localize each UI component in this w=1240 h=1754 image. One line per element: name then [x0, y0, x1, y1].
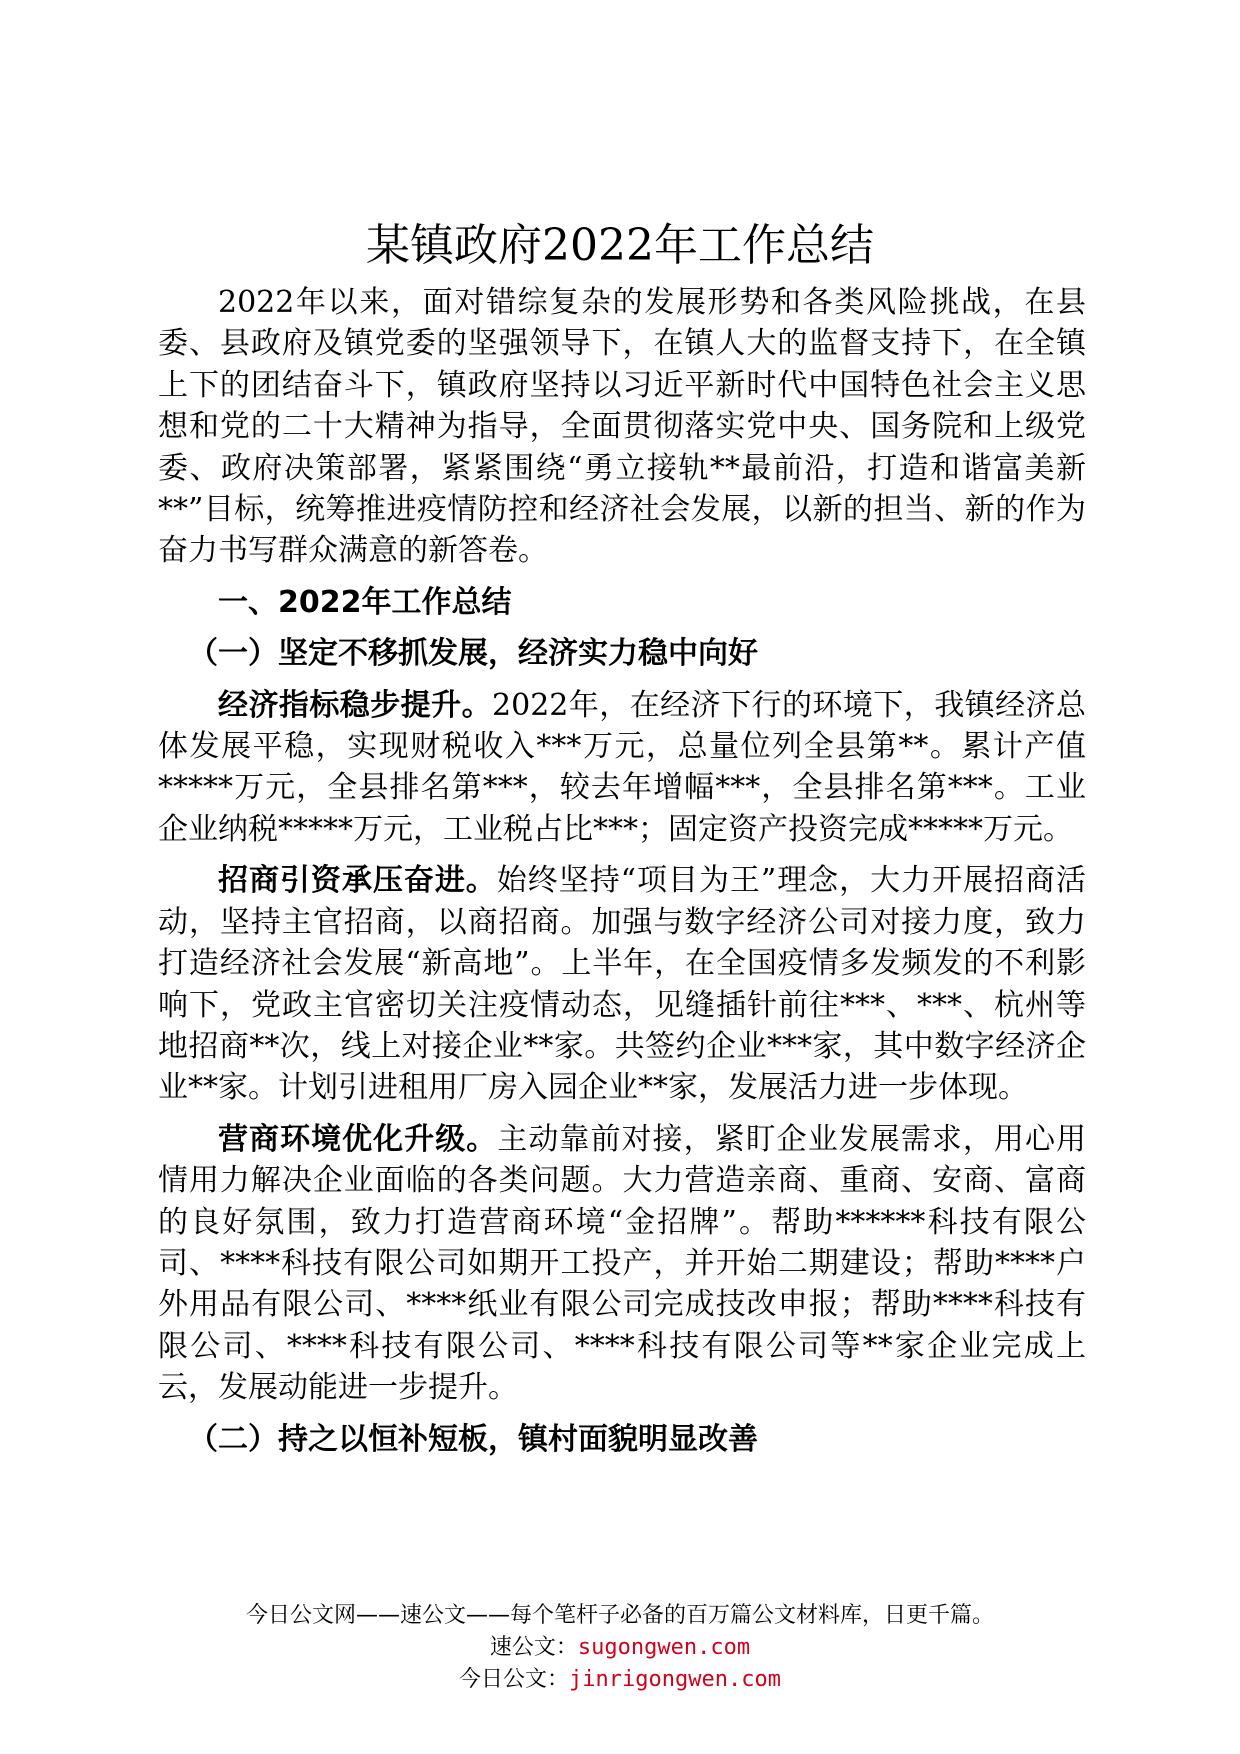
paragraph-investment: [158, 860, 1086, 1108]
document-body: [158, 282, 1086, 1460]
footer: [0, 1600, 1240, 1696]
paragraph-text: 主动靠前对接，紧盯企业发展需求，用心用情用力解决企业面临的各类问题。大力营造亲商、重商、安商、富商的良好氛围，致力打造营商环境“金招牌”。帮助******科技有限公司、****科技有限公司如期开工投产，并开始二期建设；帮助****户外用品有限公司、****纸业有限公司完成技改申报；帮助****科技有限公司、****科技有限公司、****科技有限公司等**家企业完成上云，发展动能进一步提升。: [158, 1121, 1087, 1406]
footer-site-1-link[interactable]: sugongwen.com: [577, 1635, 751, 1660]
paragraph-text: 始终坚持“项目为王”理念，大力开展招商活动，坚持主官招商，以商招商。加强与数字经济公司对接力度，致力打造经济社会发展“新高地”。上半年，在全国疫情多发频发的不利影响下，党政主官密切关注疫情动态，见缝插针前往***、***、杭州等地招商**次，线上对接企业**家。共签约企业***家，其中数字经济企业**家。计划引进租用厂房入园企业**家，发展活力进一步体现。: [158, 863, 1086, 1106]
intro-paragraph: 2022年以来，面对错综复杂的发展形势和各类风险挑战，在县委、县政府及镇党委的坚强领导下，在镇人大的监督支持下，在全镇上下的团结奋斗下，镇政府坚持以习近平新时代中国特色社会主义思想和党的二十大精神为指导，全面贯彻落实党中央、国务院和上级党委、政府决策部署，紧紧围绕“勇立接轨**最前沿，打造和谐富美新**”目标，统筹推进疫情防控和经济社会发展，以新的担当、新的作为奋力书写群众满意的新答卷。: [158, 285, 1086, 569]
footer-site-1: [0, 1632, 1240, 1664]
paragraph-text: 2022年，在经济下行的环境下，我镇经济总体发展平稳，实现财税收入***万元，总量位列全县第**。累计产值*****万元，全县排名第***，较去年增幅***，全县排名第***。工业企业纳税*****万元，工业税占比***；固定资产投资完成*****万元。: [158, 687, 1086, 847]
section-heading-1: 一、2022年工作总结: [218, 584, 512, 620]
document-title: 某镇政府2022年工作总结: [366, 220, 874, 271]
footer-site-2-link[interactable]: jinrigongwen.com: [569, 1667, 781, 1692]
subsection-heading-2: （二）持之以恒补短板，镇村面貌明显改善: [188, 1421, 758, 1457]
paragraph-lead: 经济指标稳步提升。: [218, 687, 493, 723]
footer-site-2-label: 今日公文：: [459, 1667, 570, 1692]
footer-slogan: 今日公文网——速公文——每个笔杆子必备的百万篇公文材料库，日更千篇。: [245, 1603, 994, 1628]
footer-site-2: [0, 1664, 1240, 1696]
paragraph-business-environment: [158, 1119, 1086, 1409]
paragraph-lead: 营商环境优化升级。: [218, 1121, 498, 1157]
paragraph-economic-indicators: [158, 685, 1086, 851]
subsection-heading-1: （一）坚定不移抓发展，经济实力稳中向好: [188, 636, 758, 672]
paragraph-lead: 招商引资承压奋进。: [218, 863, 497, 899]
footer-site-1-label: 速公文：: [489, 1635, 578, 1660]
